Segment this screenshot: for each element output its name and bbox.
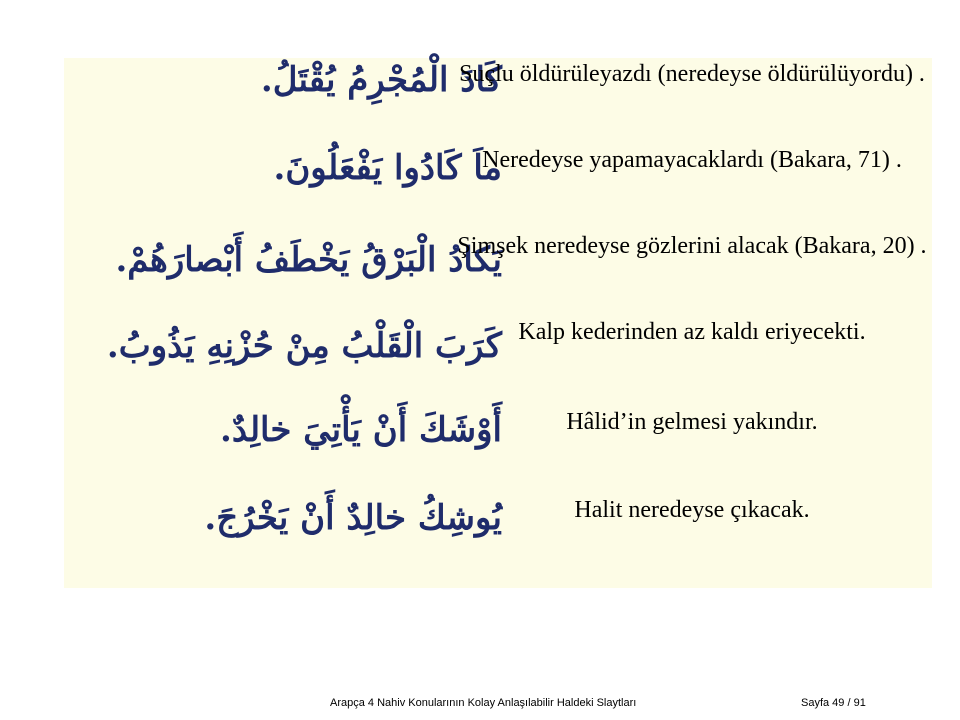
arabic-sentence: كَرَبَ الْقَلْبُ مِنْ حُزْنِهِ يَذُوبُ. [106,326,502,366]
arabic-sentence: ماَ كَادُوا يَفْعَلُونَ. [273,148,502,188]
turkish-translation: Hâlid’in gelmesi yakındır. [566,409,818,435]
arabic-sentence: يُوشِكُ خالِدٌ أَنْ يَخْرُجَ. [204,498,502,538]
turkish-translation: Neredeyse yapamayacaklardı (Bakara, 71) . [482,147,902,173]
turkish-translation: Suçlu öldürüleyazdı (neredeyse öldürülüyordu) . [459,61,925,87]
arabic-sentence: أَوْشَكَ أَنْ يَأْتِيَ خالِدٌ. [220,410,502,450]
footer-title: Arapça 4 Nahiv Konularının Kolay Anlaşılabilir Haldeki Slaytları [330,697,637,709]
content-panel [64,58,932,588]
turkish-translation: Kalp kederinden az kaldı eriyecekti. [518,319,866,345]
turkish-translation: Şimşek neredeyse gözlerini alacak (Bakara, 20) . [457,233,927,259]
page-number: Sayfa 49 / 91 [801,697,866,709]
arabic-sentence: يَكادُ الْبَرْقُ يَخْطَفُ أَبْصارَهُمْ. [115,240,502,280]
turkish-translation: Halit neredeyse çıkacak. [574,497,810,523]
arabic-sentence: كَادَ الْمُجْرِمُ يُقْتَلُ. [260,60,502,100]
